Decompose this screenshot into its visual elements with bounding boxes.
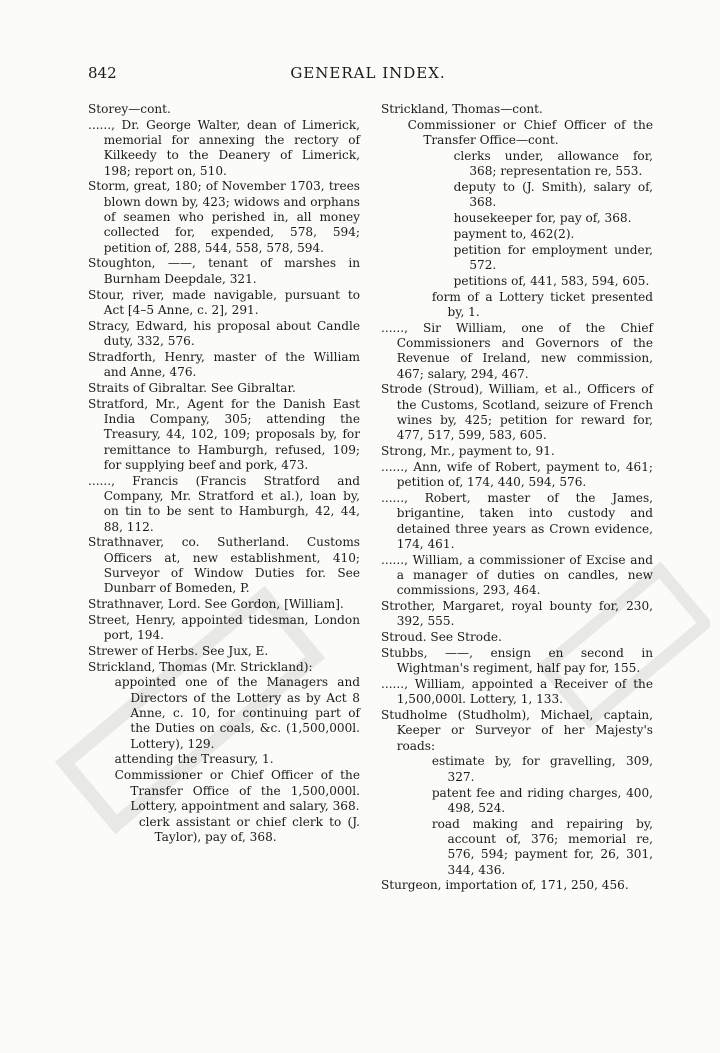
index-entry: Stour, river, made navigable, pursuant to Act [4–5 Anne, c. 2], 291. (88, 287, 360, 317)
index-entry: Strathnaver, co. Sutherland. Customs Officers at, new establishment, 410; Surveyor of Window Duties for. See Dunbarr of Bomeden, P. (88, 535, 360, 596)
index-entry: petition for employment under, 572. (453, 242, 653, 272)
index-entry: Commissioner or Chief Officer of the Transfer Office of the 1,500,000l. Lottery, appointment and salary, 368. (114, 768, 360, 813)
index-entry: petitions of, 441, 583, 594, 605. (453, 273, 650, 288)
index-entry: estimate by, for gravelling, 309, 327. (431, 754, 653, 784)
running-title: GENERAL INDEX. (290, 64, 446, 82)
index-entry: clerks under, allowance for, 368; representation re, 553. (453, 148, 653, 179)
index-entry: Straits of Gibraltar. See Gibraltar. (88, 380, 296, 395)
index-entry: appointed one of the Managers and Directors of the Lottery as by Act 8 Anne, c. 10, for continuing part of the Duties on coals, &c. (1,500,000l. Lottery), 129. (114, 675, 360, 751)
index-entry: Strother, Margaret, royal bounty for, 230, 392, 555. (381, 599, 653, 629)
index-entry: Stradforth, Henry, master of the William and Anne, 476. (88, 349, 360, 380)
index-entry: Strode (Stroud), William, et al., Officers of the Customs, Scotland, seizure of French wines by, 425; petition for reward for, 477, 517, 599, 583, 605. (381, 382, 653, 443)
index-entry: ......, Francis (Francis Stratford and Company, Mr. Stratford et al.), loan by, on tin to be sent to Hamburgh, 42, 44, 88, 112. (88, 473, 360, 534)
index-entry: Stroud. See Strode. (381, 630, 502, 645)
index-entry: Strong, Mr., payment to, 91. (381, 444, 555, 459)
index-entry: Stracy, Edward, his proposal about Candle duty, 332, 576. (88, 318, 360, 348)
index-entry: Studholme (Studholm), Michael, captain, Keeper or Surveyor of her Majesty's roads: (381, 708, 653, 753)
index-entry: Strathnaver, Lord. See Gordon, [William]. (88, 597, 344, 611)
index-entry: Stubbs, ——, ensign en second in Wightman's regiment, half pay for, 155. (381, 645, 653, 676)
index-entry: road making and repairing by, account of, 376; memorial re, 576, 594; payment for, 26, 301, 344, 436. (431, 816, 653, 877)
index-entry: Sturgeon, importation of, 171, 250, 456. (381, 878, 629, 893)
page-header (88, 64, 648, 88)
index-entry: clerk assistant or chief clerk to (J. Taylor), pay of, 368. (138, 814, 360, 844)
index-entry: Stoughton, ——, tenant of marshes in Burnham Deepdale, 321. (88, 256, 360, 286)
index-entry: patent fee and riding charges, 400, 498, 524. (431, 785, 653, 815)
index-entry: ......, Dr. George Walter, dean of Limerick, memorial for annexing the rectory of Kilkeedy to the Deanery of Limerick, 198; report on, 510. (88, 117, 360, 178)
index-entry: Strickland, Thomas (Mr. Strickland): (88, 659, 313, 674)
page-number: 842 (88, 64, 117, 82)
index-entry: Strewer of Herbs. See Jux, E. (88, 643, 269, 658)
index-entry: Street, Henry, appointed tidesman, London port, 194. (88, 612, 360, 643)
index-entry: deputy to (J. Smith), salary of, 368. (453, 179, 653, 210)
index-entry: Commissioner or Chief Officer of the Transfer Office—cont. (407, 117, 653, 148)
index-entry: attending the Treasury, 1. (114, 752, 274, 767)
index-entry: form of a Lottery ticket presented by, 1. (431, 289, 653, 319)
index-entry: Strickland, Thomas—cont. (381, 102, 543, 116)
left-column (88, 102, 360, 846)
index-entry: ......, Ann, wife of Robert, payment to, 461; petition of, 174, 440, 594, 576. (381, 459, 653, 490)
index-entry: Storey—cont. (88, 102, 171, 116)
index-entry: payment to, 462(2). (453, 226, 575, 241)
index-entry: Storm, great, 180; of November 1703, trees blown down by, 423; widows and orphans of seamen who perished in, all money collected for, expended, 578, 594; petition of, 288, 544, 558, 578, 594. (88, 179, 360, 255)
index-entry: housekeeper for, pay of, 368. (453, 211, 632, 226)
index-entry: Stratford, Mr., Agent for the Danish East India Company, 305; attending the Treasury, 44, 102, 109; proposals by, for remittance to Hamburgh, refused, 109; for supplying beef and pork, 473. (88, 396, 360, 472)
right-column (381, 102, 653, 894)
index-entry: ......, Sir William, one of the Chief Commissioners and Governors of the Revenue of Ireland, new commission, 467; salary, 294, 467. (381, 320, 653, 381)
index-entry: ......, William, appointed a Receiver of the 1,500,000l. Lottery, 1, 133. (381, 676, 653, 707)
index-entry: ......, Robert, master of the James, brigantine, taken into custody and detained three years as Crown evidence, 174, 461. (381, 490, 653, 551)
index-entry: ......, William, a commissioner of Excise and a manager of duties on candles, new commissions, 293, 464. (381, 552, 653, 598)
